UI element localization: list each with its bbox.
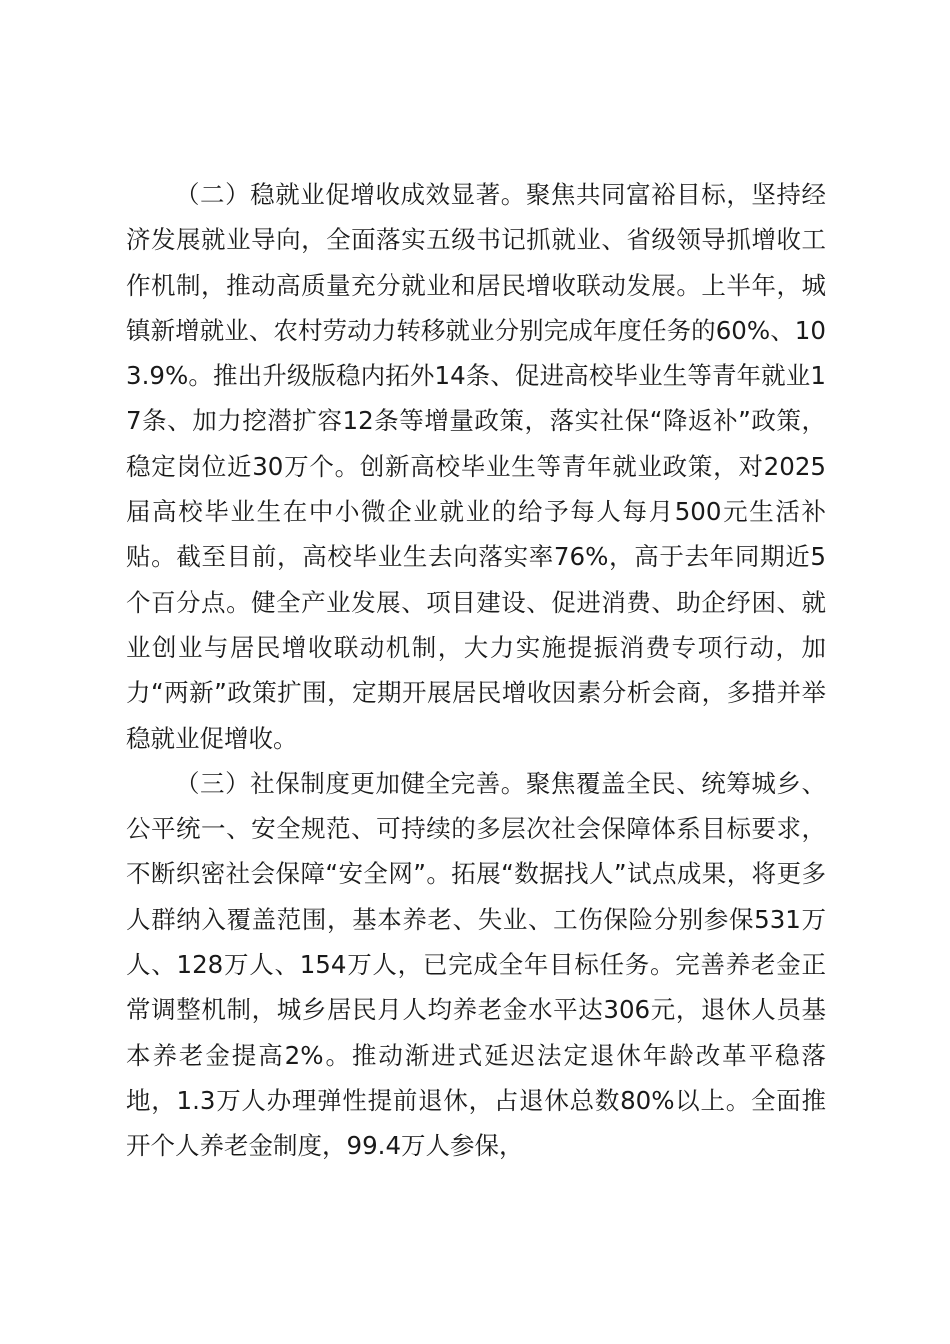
- paragraph-employment-income: （二）稳就业促增收成效显著。聚焦共同富裕目标，坚持经济发展就业导向，全面落实五级书记抓就业、省级领导抓增收工作机制，推动高质量充分就业和居民增收联动发展。上半年，城镇新增就业、农村劳动力转移就业分别完成年度任务的60%、103.9%。推出升级版稳内拓外14条、促进高校毕业生等青年就业17条、加力挖潜扩容12条等增量政策，落实社保“降返补”政策，稳定岗位近30万个。创新高校毕业生等青年就业政策，对2025届高校毕业生在中小微企业就业的给予每人每月500元生活补贴。截至目前，高校毕业生去向落实率76%，高于去年同期近5个百分点。健全产业发展、项目建设、促进消费、助企纾困、就业创业与居民增收联动机制，大力实施提振消费专项行动，加力“两新”政策扩围，定期开展居民增收因素分析会商，多措并举稳就业促增收。: [126, 180, 826, 753]
- paragraph-social-security: （三）社保制度更加健全完善。聚焦覆盖全民、统筹城乡、公平统一、安全规范、可持续的多层次社会保障体系目标要求，不断织密社会保障“安全网”。拓展“数据找人”试点成果，将更多人群纳入覆盖范围，基本养老、失业、工伤保险分别参保531万人、128万人、154万人，已完成全年目标任务。完善养老金正常调整机制，城乡居民月人均养老金水平达306元，退休人员基本养老金提高2%。推动渐进式延迟法定退休年龄改革平稳落地，1.3万人办理弹性提前退休，占退休总数80%以上。全面推开个人养老金制度，99.4万人参保，: [126, 768, 826, 1161]
- document-body: [126, 172, 826, 1169]
